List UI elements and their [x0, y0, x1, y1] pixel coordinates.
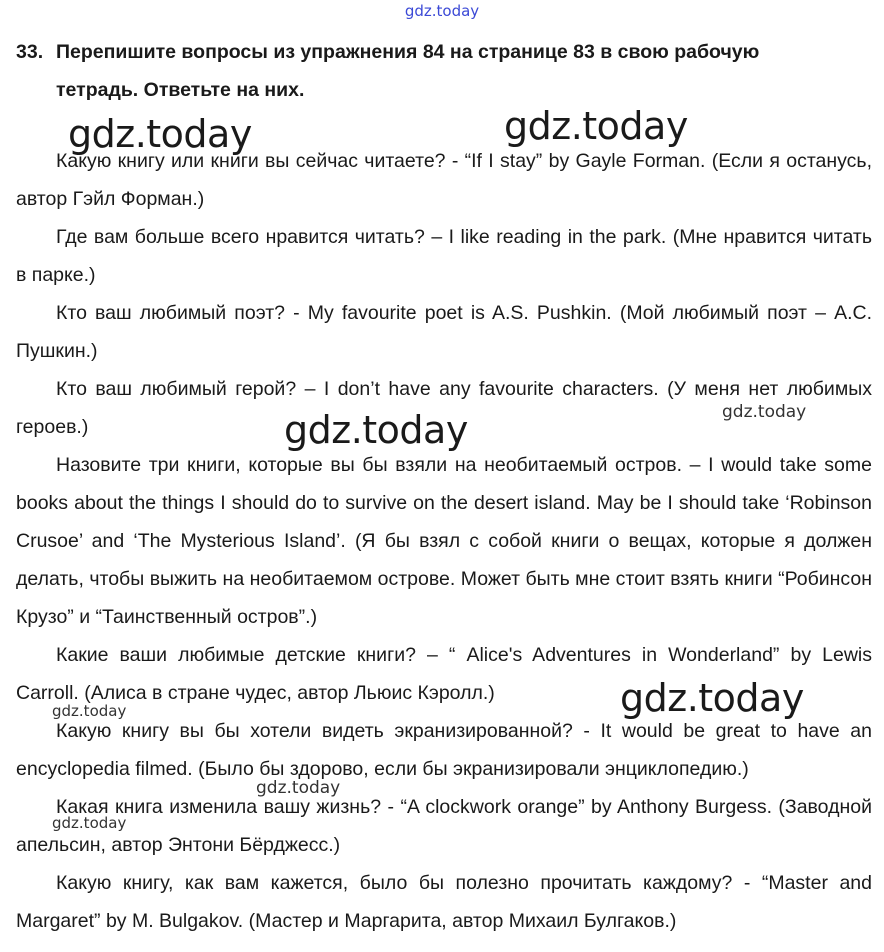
watermark-6: gdz.today: [52, 702, 127, 720]
answer-paragraph-1: Какую книгу или книги вы сейчас читаете? - “If I stay” by Gayle Forman. (Если я останусь, автор Гэйл Форман.): [16, 150, 872, 210]
watermark-8: gdz.today: [52, 814, 127, 832]
answer-paragraph-6: Какие ваши любимые детские книги? – “ Alice's Adventures in Wonderland” by Lewis Carroll. (Алиса в стране чудес, автор Льюис Кэролл.): [16, 644, 872, 704]
watermark-2: gdz.today: [504, 104, 688, 148]
answer-paragraph-9: Какую книгу, как вам кажется, было бы полезно прочитать каждому? - “Master and Margaret” by M. Bulgakov. (Мастер и Маргарита, автор Михаил Булгаков.): [16, 872, 872, 932]
answer-paragraph-5: Назовите три книги, которые вы бы взяли на необитаемый остров. – I would take some books about the things I should do to survive on the desert island. May be I should take ‘Robinson Crusoe’ and ‘The Mysterious Island’. (Я бы взял с собой книги о вещах, которые я должен делать, чтобы выжить на необитаемом острове. Может быть мне стоит взять книги “Робинсон Крузо” и “Таинственный остров”.): [16, 454, 872, 628]
answers-list: [16, 142, 872, 940]
answer-paragraph-8: Какая книга изменила вашу жизнь? - “A clockwork orange” by Anthony Burgess. (Заводной апельсин, автор Энтони Бёрджесс.): [16, 796, 872, 856]
watermark-3: gdz.today: [722, 402, 807, 422]
task-heading-line-2: тетрадь. Ответьте на них.: [56, 79, 305, 101]
answer-paragraph-4: Кто ваш любимый герой? – I don’t have any favourite characters. (У меня нет любимых героев.): [16, 378, 872, 438]
watermark-7: gdz.today: [256, 778, 341, 798]
task-heading-text-1: Перепишите вопросы из упражнения 84 на странице 83 в свою рабочую: [56, 41, 760, 63]
answer-paragraph-3: Кто ваш любимый поэт? - My favourite poet is A.S. Pushkin. (Мой любимый поэт – А.С. Пушкин.): [16, 302, 872, 362]
answer-paragraph-2: Где вам больше всего нравится читать? – I like reading in the park. (Мне нравится читать в парке.): [16, 226, 872, 286]
watermark-1: gdz.today: [68, 112, 252, 156]
watermark-5: gdz.today: [620, 676, 804, 720]
watermark-4: gdz.today: [284, 408, 468, 452]
task-number: 33.: [16, 41, 44, 63]
task-heading-line-1: [16, 33, 876, 71]
header-watermark: gdz.today: [404, 2, 480, 20]
answer-paragraph-7: Какую книгу вы бы хотели видеть экранизированной? - It would be great to have an encyclopedia filmed. (Было бы здорово, если бы экранизировали энциклопедию.): [16, 720, 872, 780]
task-heading: [16, 33, 876, 109]
